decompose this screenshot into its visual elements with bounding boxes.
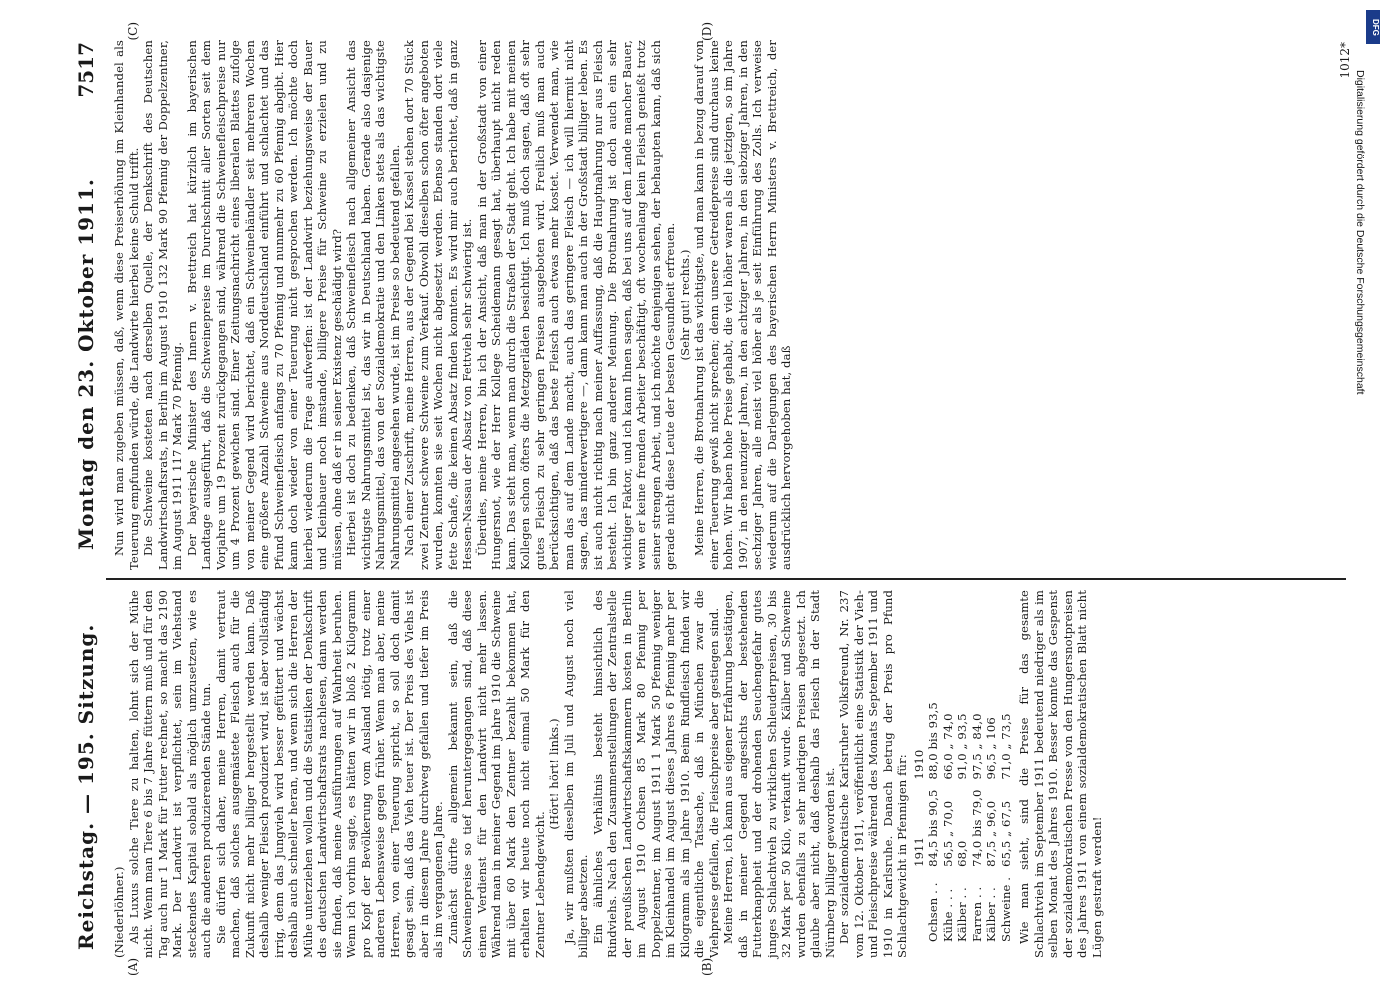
table-header-cell: 1910 — [911, 749, 926, 780]
margin-mark-c: (C) — [126, 22, 140, 41]
paragraph: Der bayerische Minister des Innern v. Brettreich hat kürzlich im bayerischen Landtage ausgeführt, daß die Schweinepreise im Durchschnitt aller Sorten seit dem Vorjahre um 19 Prozent zurückgegangen sind, während die Schweinefleischpreise nur um 4 Prozent gewichen sind. Einer Zeitungsnachricht eines liberalen Blattes zufolge von meiner Gegend wird berichtet, daß ein Schweinehändler seit mehreren Wochen eine größere Anzahl Schweine aus Norddeutschland einführt und schlachtet und das Pfund Schweinefleisch anfangs zu 70 Pfennig und nunmehr zu 60 Pfennig abgibt. Hier kann doch wieder von einer Teuerung nicht gesprochen werden. Ich möchte doch hierbei wiederum die Frage aufwerfen: ist der Landwirt beziehungsweise der Bauer und Kleinbauer noch imstande, billigere Preise für Schweine zu erzielen und zu müssen, ohne daß er in seiner Existenz geschädigt wird? — [184, 40, 344, 570]
table-cell: Farren . . — [969, 886, 984, 942]
paragraph: Überdies, meine Herren, bin ich der Ansicht, daß man in der Großstadt von einer Hungersnot, wie der Herr Kollege Scheidemann gesagt hat, überhaupt nicht reden kann. Das steht man, wenn man durch die Straßen der Stadt geht. Ich habe mit meinen Kollegen schon öfters die Metzgerläden besichtigt. Ich muß doch sagen, daß oft sehr gutes Fleisch zu sehr geringen Preisen ausgeboten wird. Freilich muß man auch berücksichtigen, daß das beste Fleisch auch etwas mehr kostet. Verwendet man, wie man das auf dem Lande macht, auch das geringere Fleisch — ich will hiermit nicht sagen, das minderwertigere —, dann kann man auch in der Großstadt billiger leben. Es ist auch nicht richtig nach meiner Auffassung, daß die Hauptnahrung nur aus Fleisch besteht. Ich bin ganz anderer Meinung. Die Brotnahrung ist doch auch ein sehr wichtiger Faktor, und ich kann Ihnen sagen, daß bei uns auf dem Lande mancher Bauer, wenn er keine fremden Arbeiter beschäftigt, oft wochenlang kein Fleisch genießt trotz seiner strengen Arbeit, und ich möchte denjenigen sehen, der behaupten kann, daß sich gerade nicht diese Leute der besten Gesundheit erfreuen. — [474, 40, 677, 570]
scanned-page — [60, 20, 1360, 980]
table-cell: 91,0 „ 93,5 — [955, 713, 969, 780]
interjection: (Hört! hört! links.) — [547, 718, 561, 830]
table-cell: 88,0 bis 93,5 — [926, 702, 940, 780]
digitization-text: Digitalisierung gefördert durch die Deutsche Forschungsgemeinschaft — [1354, 70, 1366, 395]
paragraph: Ein ähnliches Verhältnis besteht hinsichtlich des Rindviehs. Nach den Zusammenstellungen der Zentralstelle der preußischen Landwirtschaftskammern kosten in Berlin im August 1910 Ochsen 85 Mark 80 Pfennig per Doppelzentner, im August 1911 1 Mark 50 Pfennig weniger im Kleinhandel im August dieses Jahres 6 Pfennig mehr per Kilogramm als im Jahre 1910. Beim Rindfleisch finden wir die eigentliche Tatsache, daß in München zwar die Viehpreise gefallen, die Fleischpreise aber gestiegen sind. — [590, 590, 721, 958]
header-left: Reichstag. — 195. Sitzung. — [74, 623, 98, 950]
paragraph: Die Schweine kosteten nach derselben Quelle, der Denkschrift des Deutschen Landwirtschaftsrats, in Berlin im August 1910 132 Mark 90 Pfennig der Doppelzentner, im August 1911 117 Mark 70 Pfennig. — [141, 40, 184, 570]
table-cell: 84,5 bis 90,5 — [926, 789, 940, 867]
margin-mark-b: (B) — [700, 957, 714, 976]
right-column — [112, 40, 794, 570]
table-cell: Kälber . . — [955, 887, 969, 942]
table-cell: 96,5 „ 106 — [984, 717, 998, 780]
paragraph: Sie dürfen sich daher, meine Herren, damit vertraut machen, daß solches ausgemästete Fleisch auch für die Zukunft nicht mehr billiger hergestellt werden kann. Daß deshalb weniger Fleisch produziert wird, ist aber vollständig irrig, denn das Jungvieh wird besser gefüttert und wächst deshalb auch schneller heran, und wenn sich die Herren der Mühe unterziehen wollen und die Statistiken der Denkschrift des deutschen Landwirtschaftsrats nachlesen, dann werden sie finden, daß meine Ausführungen auf Wahrheit beruhen. Wenn ich vorhin sagte, es hätten wir in bloß 2 Kilogramm pro Kopf der Bevölkerung vom Ausland nötig, trotz einer anderen Lebensweise gegen früher. Wenn man aber, meine Herren, von einer Teuerung spricht, so soll doch damit gesagt sein, daß das Vieh teuer ist. Der Preis des Viehs ist aber in diesem Jahre durchweg gefallen und tiefer im Preis als im vergangenen Jahre. — [213, 590, 445, 958]
dfg-logo: DFG — [1366, 10, 1380, 44]
paragraph: Zunächst dürfte allgemein bekannt sein, daß die Schweinepreise so tief heruntergegangen sind, daß diese einen Verdienst für den Landwirt nicht mehr lassen. Während man in meiner Gegend im Jahre 1910 die Schweine mit über 60 Mark den Zentner bezahlt bekommen hat, erhalten wir heute noch nicht einmal 50 Mark für den Zentner Lebendgewicht. — [445, 590, 547, 958]
left-column — [112, 590, 1104, 958]
column-divider — [106, 578, 1346, 580]
table-cell: Kälber . . — [984, 887, 998, 942]
table-row — [970, 692, 985, 942]
interjection: (Sehr gut! rechts.) — [677, 249, 692, 361]
paragraph: Der sozialdemokratische Karlsruher Volksfreund, Nr. 237 vom 12. Oktober 1911, veröffentlicht eine Statistik der Vieh- und Fleischpreise während des Monats September 1911 und 1910 in Karlsruhe. Danach betrug der Preis pro Pfund Schlachtgewicht in Pfennigen für: — [837, 590, 909, 958]
page-header — [68, 20, 108, 980]
header-page-number: 7517 — [74, 42, 98, 98]
page-footer-number: 1012* — [1338, 42, 1352, 79]
paragraph: Nun wird man zugeben müssen, daß, wenn diese Preiserhöhung im Kleinhandel als Teuerung empfunden würde, die Landwirte hierbei keine Schuld trifft. — [112, 40, 141, 570]
digitization-notice — [1354, 10, 1383, 995]
table-row — [941, 692, 956, 942]
table-cell: Kühe . . . — [940, 888, 955, 942]
paragraph: Meine Herren, die Brotnahrung ist das wichtigste, und man kann in bezug darauf von einer Teuerung gewiß nicht sprechen; denn unsere Getreidepreise sind durchaus keine hohen. Wir haben hohe Preise gehabt, die viel höher waren als die jetzigen, so im Jahre 1907, in den neunziger Jahren, in den achtziger Jahren, in den siebziger Jahren, in den sechziger Jahren, alle meist viel höher als je seit Einführung des Zolls. Ich verweise wiederum auf die Darlegungen des bayerischen Herrn Ministers v. Brettreich, der ausdrücklich hervorgehoben hat, daß — [692, 40, 793, 570]
price-table — [912, 692, 1014, 942]
table-row — [984, 692, 999, 942]
table-cell: Ochsen . . — [926, 882, 940, 942]
table-header-cell: 1911 — [911, 836, 926, 867]
table-cell: 68,0 — [955, 840, 969, 867]
paragraph: Meine Herren, ich kann aus eigener Erfahrung bestätigen, daß in meiner Gegend angesichts der bestehenden Futterknappheit und der drohenden Seuchengefahr gutes junges Schlachtvieh zu wirklichen Schleuderpreisen, 30 bis 32 Mark per 50 Kilo, verkauft wurde. Kälber und Schweine wurden ebenfalls zu sehr niedrigen Preisen abgesetzt. Ich glaube aber nicht, daß deshalb das Fleisch in der Stadt Nürnberg billiger geworden ist. — [721, 590, 837, 958]
margin-mark-d: (D) — [700, 22, 714, 41]
table-row — [926, 692, 941, 942]
paragraph: Wie man sieht, sind die Preise für das gesamte Schlachtvieh im September 1911 bedeutend niedriger als im selben Monat des Jahres 1910. Besser konnte das Gespenst der sozialdemokratischen Presse von den Hungersnotpreisen des Jahres 1911 von einem sozialdemokratischen Blatt nicht Lügen gestraft werden! — [1017, 590, 1104, 958]
table-cell: 66,0 „ 74,0 — [940, 713, 955, 780]
table-cell: 56,5 „ 70,0 — [940, 800, 955, 867]
paragraph: Hierbei ist doch zu bedenken, daß Schweinefleisch nach allgemeiner Ansicht das wichtigste Nahrungsmittel ist, das wir in Deutschland haben. Gerade also dasjenige Nahrungsmittel, das von der Sozialdemokratie und den Linken stets als das wichtigste Nahrungsmittel angesehen wurde, ist im Preise so bedeutend gefallen. — [344, 40, 402, 570]
table-row — [999, 692, 1014, 942]
table-cell: 87,5 „ 96,0 — [984, 800, 998, 867]
table-cell: 71,0 „ 73,5 — [998, 713, 1013, 780]
table-cell: 97,5 „ 84,0 — [969, 713, 984, 780]
paragraph: Nach einer Zuschrift, meine Herren, aus der Gegend bei Kassel stehen dort 70 Stück zwei Zentner schwere Schweine zum Verkauf. Obwohl dieselben schon öfter angeboten wurden, konnten sie seit Wochen nicht abgesetzt werden. Ebenso standen dort viele fette Schafe, die keinen Absatz finden konnten. Es wird mir auch berichtet, daß in ganz Hessen-Nassau der Absatz von Fettvieh sehr schwierig ist. — [402, 40, 474, 570]
paragraph: Ja, wir mußten dieselben im Juli und August noch viel billiger absetzen. — [561, 590, 590, 958]
table-row — [955, 692, 970, 942]
table-cell: Schweine . — [998, 876, 1013, 942]
speaker-label: (Niederlöhner.) — [112, 866, 126, 958]
price-table-header — [912, 692, 927, 942]
table-header-cell — [912, 867, 927, 942]
margin-mark-a: (A) — [126, 957, 140, 976]
table-cell: 65,5 „ 67,5 — [998, 800, 1013, 867]
table-cell: 74,0 bis 79,0 — [969, 789, 984, 867]
header-date: Montag den 23. Oktober 1911. — [74, 178, 98, 550]
paragraph: Als Luxus solche Tiere zu halten, lohnt sich der Mühe nicht. Wenn man Tiere 6 bis 7 Jahre füttern muß und für den Tag auch nur 1 Mark für Futter rechnet, so macht das 2190 Mark. Der Landwirt ist verpflichtet, sein im Viehstand steckendes Kapital sobald als möglich umzusetzen, wie es auch die anderen produzierenden Stände tun. — [126, 590, 213, 958]
